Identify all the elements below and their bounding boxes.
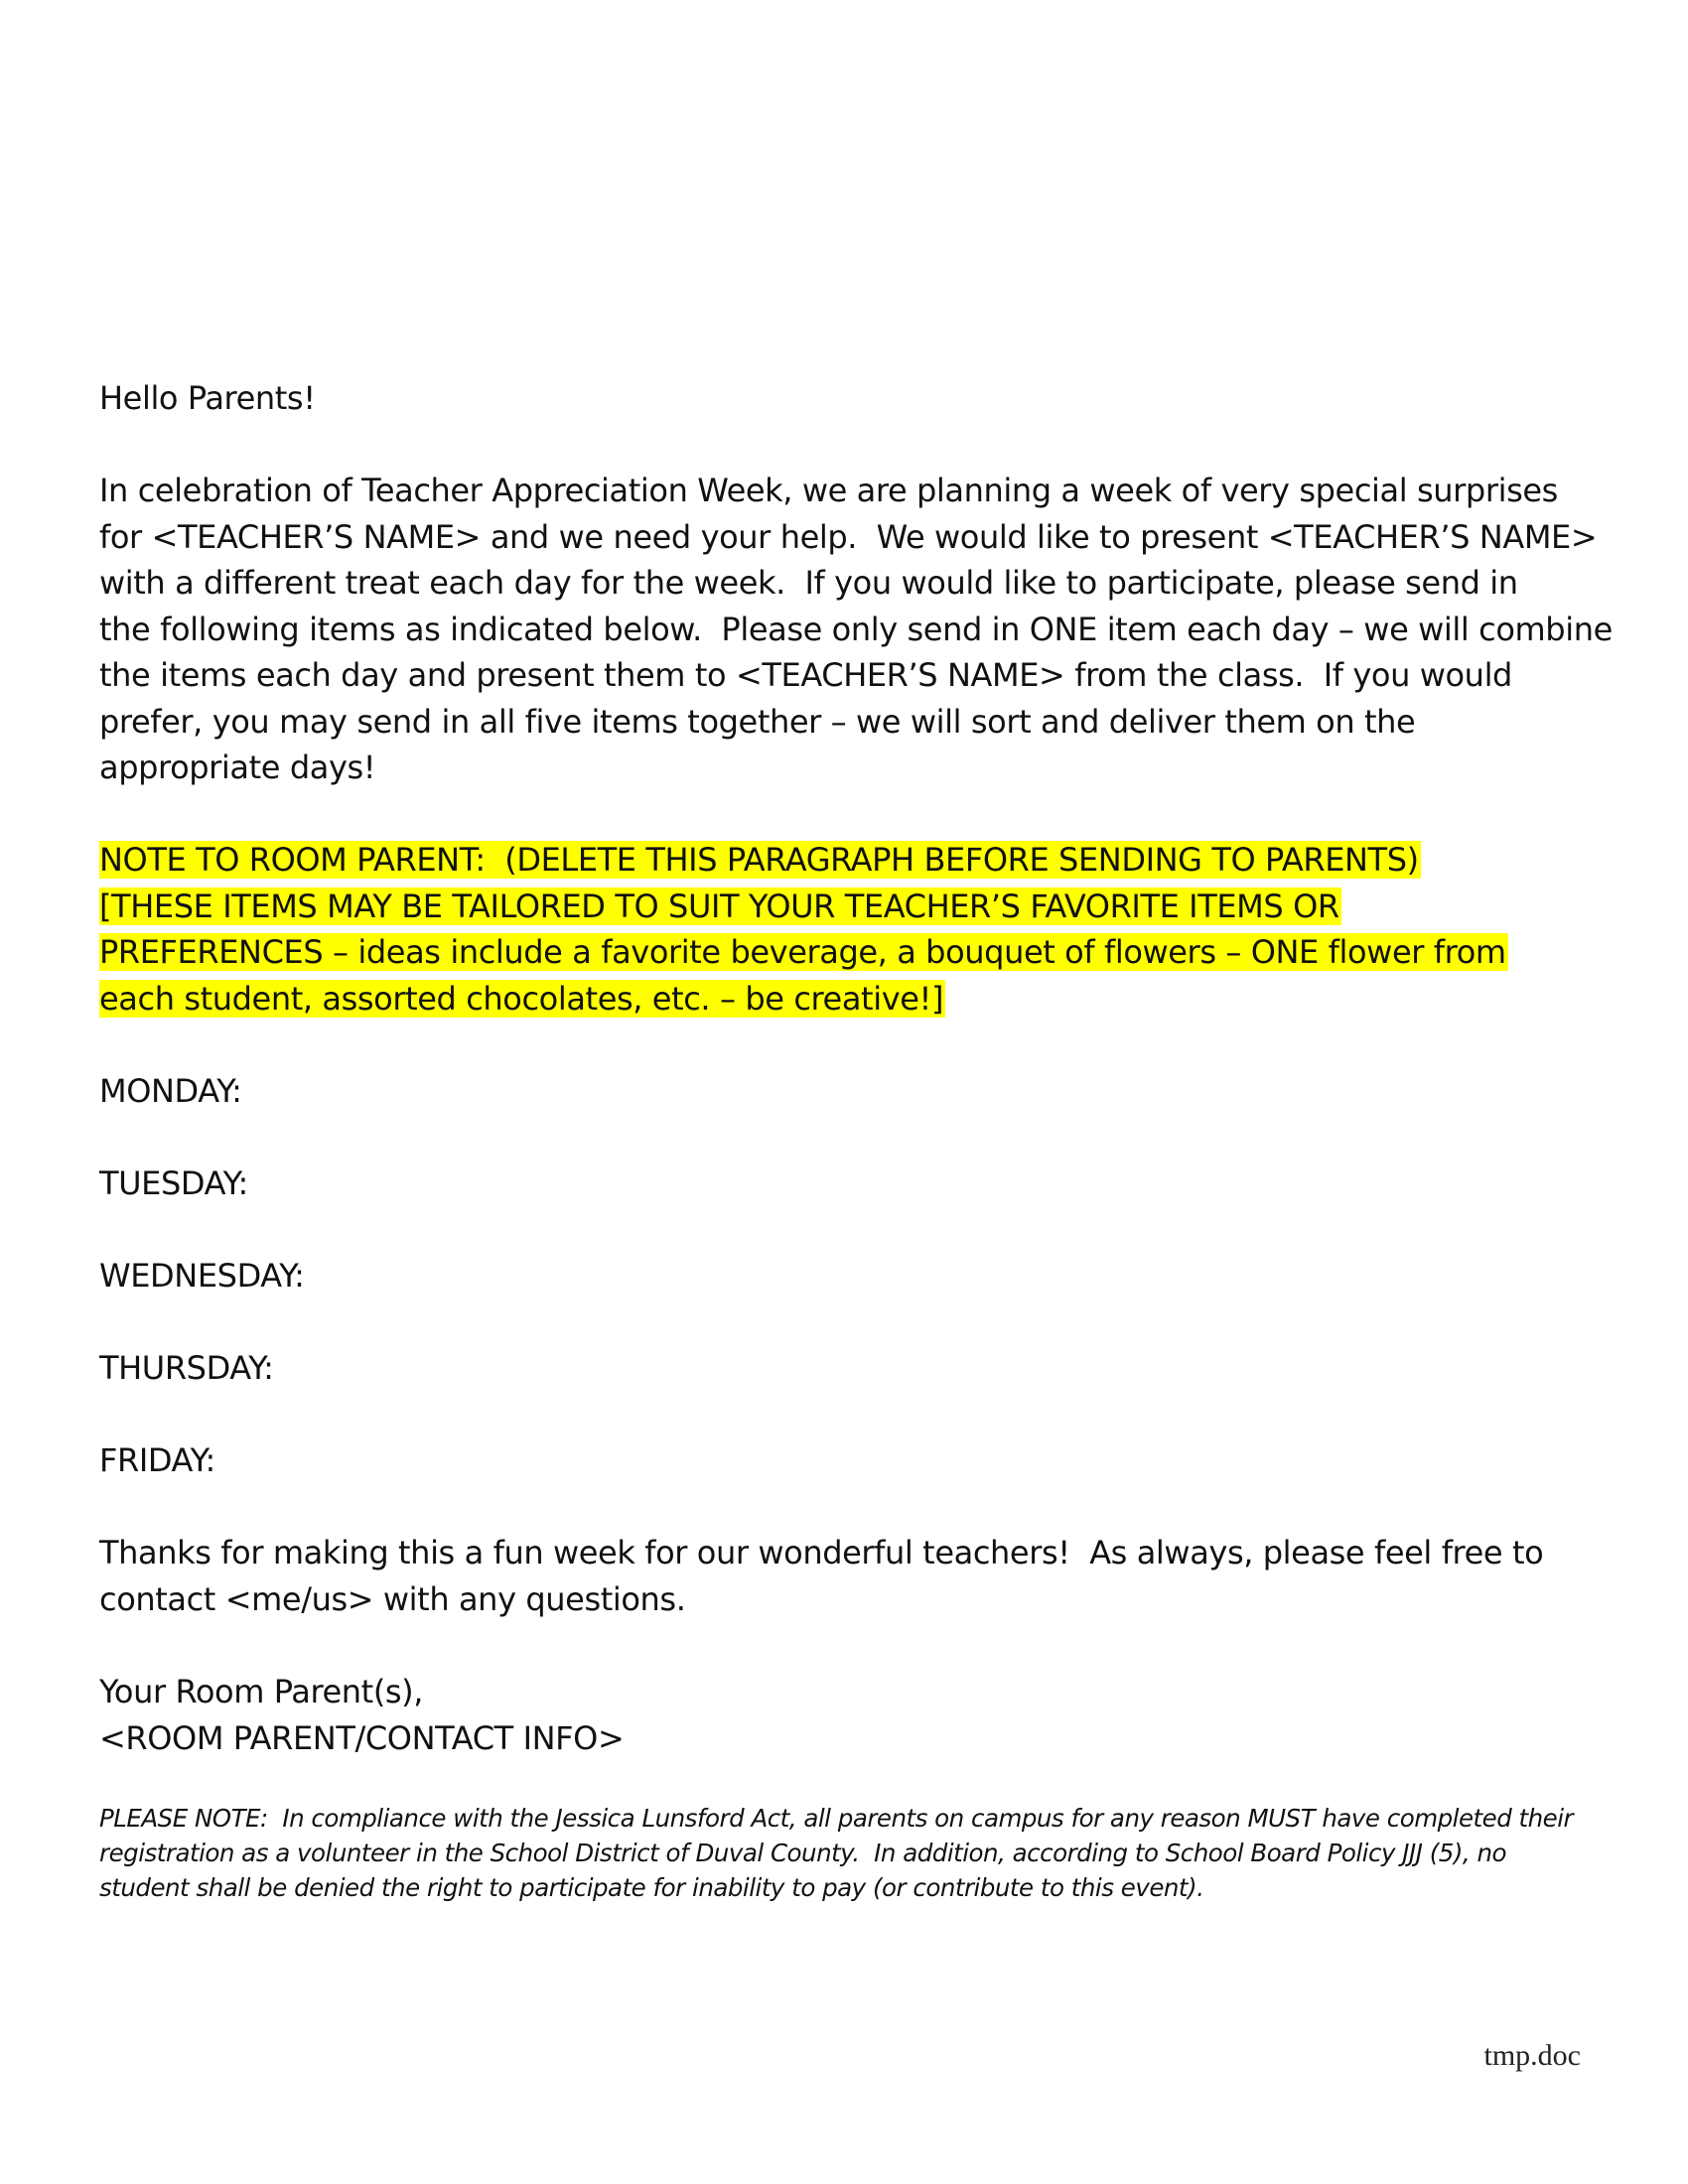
room-parent-note-line: [THESE ITEMS MAY BE TAILORED TO SUIT YOUR TEACHER’S FAVORITE ITEMS OR (99, 887, 1339, 925)
day-label-tuesday: TUESDAY: (99, 1164, 248, 1202)
signoff: Your Room Parent(s), (99, 1673, 424, 1710)
day-tuesday (99, 1160, 1609, 1207)
footer-filename: tmp.doc (1483, 2039, 1581, 2072)
day-label-friday: FRIDAY: (99, 1441, 215, 1479)
greeting (99, 375, 1609, 422)
day-thursday (99, 1345, 1609, 1392)
day-wednesday (99, 1253, 1609, 1299)
thanks-line: Thanks for making this a fun week for our wonderful teachers! As always, please feel free to (99, 1534, 1544, 1571)
day-label-wednesday: WEDNESDAY: (99, 1257, 305, 1295)
room-parent-note-line: each student, assorted chocolates, etc. – be creative!] (99, 979, 944, 1018)
legal-note-line: student shall be denied the right to participate for inability to pay (or contribute to this event). (99, 1873, 1204, 1902)
intro-line: the items each day and present them to <TEACHER’S NAME> from the class. If you would (99, 656, 1512, 694)
room-parent-note-line: PREFERENCES – ideas include a favorite beverage, a bouquet of flowers – ONE flower from (99, 933, 1506, 971)
day-label-thursday: THURSDAY: (99, 1349, 274, 1387)
legal-note-line: registration as a volunteer in the School District of Duval County. In addition, according to School Board Policy JJJ (5), no (99, 1839, 1507, 1867)
day-monday (99, 1068, 1609, 1115)
signature-block (99, 1669, 1609, 1761)
greeting-line: Hello Parents! (99, 379, 316, 417)
day-label-monday: MONDAY: (99, 1072, 242, 1110)
room-parent-note-line: NOTE TO ROOM PARENT: (DELETE THIS PARAGRAPH BEFORE SENDING TO PARENTS) (99, 841, 1419, 879)
intro-line: for <TEACHER’S NAME> and we need your help. We would like to present <TEACHER’S NAME> (99, 517, 1598, 556)
day-friday (99, 1437, 1609, 1484)
intro-paragraph (99, 468, 1613, 791)
intro-line: with a different treat each day for the week. If you would like to participate, please send in (99, 564, 1518, 602)
room-parent-note (99, 837, 1609, 1022)
intro-line: appropriate days! (99, 749, 376, 786)
intro-line: In celebration of Teacher Appreciation Week, we are planning a week of very special surprises (99, 472, 1558, 509)
thanks-line: contact <me/us> with any questions. (99, 1579, 686, 1618)
intro-line: the following items as indicated below. Please only send in ONE item each day – we will combine (99, 610, 1613, 648)
contact-placeholder: <ROOM PARENT/CONTACT INFO> (99, 1718, 625, 1757)
legal-note-line: PLEASE NOTE: In compliance with the Jessica Lunsford Act, all parents on campus for any reason MUST have completed their (99, 1804, 1574, 1833)
intro-line: prefer, you may send in all five items together – we will sort and deliver them on the (99, 702, 1416, 741)
legal-note (99, 1801, 1609, 1905)
thanks-paragraph (99, 1530, 1609, 1622)
